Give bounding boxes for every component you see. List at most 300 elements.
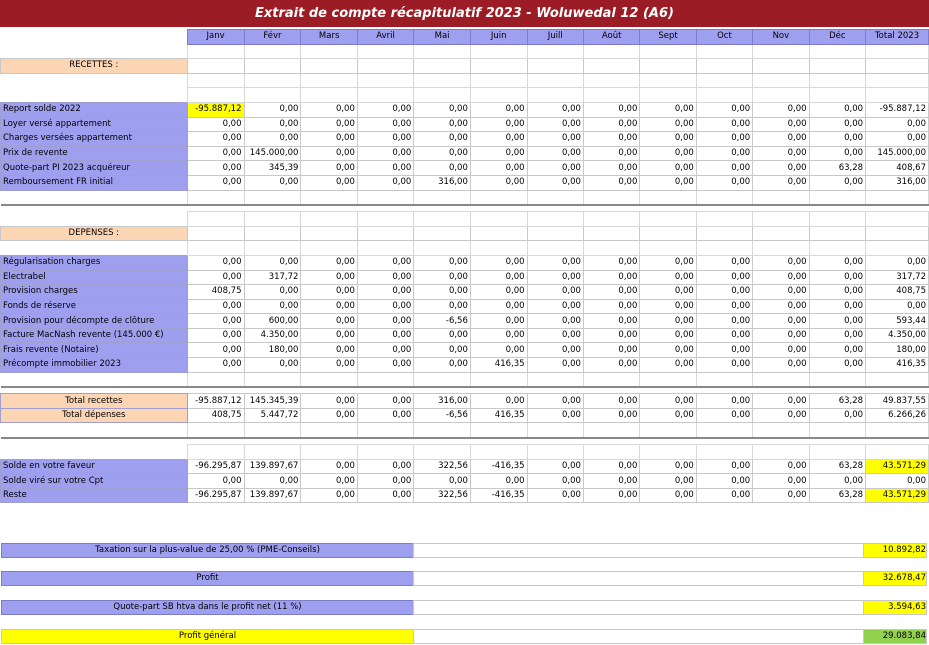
value-cell: 0,00 [527,314,583,329]
value-cell: 0,00 [696,102,752,117]
empty-cell [866,423,929,438]
sheet-title: Extrait de compte récapitulatif 2023 - Woluwedal 12 (A6) [0,0,929,27]
value-cell: 0,00 [414,328,471,343]
value-cell: -96.295,87 [187,488,244,503]
solde-row [1,474,929,489]
empty-cell [414,190,471,205]
value-cell: 0,00 [753,358,809,373]
value-cell: 0,00 [583,299,639,314]
value-cell: 0,00 [640,102,696,117]
value-cell: 0,00 [187,146,244,161]
empty-cell [414,44,471,59]
recettes-row [1,146,929,161]
empty-cell [753,44,809,59]
value-cell: 0,00 [301,285,357,300]
value-cell: 0,00 [244,285,301,300]
value-cell: 0,00 [753,117,809,132]
empty-row [1,88,929,103]
empty-cell [640,241,696,256]
recettes-row [1,175,929,190]
value-cell: 0,00 [470,328,527,343]
value-cell: 408,67 [866,161,929,176]
recettes-row [1,117,929,132]
value-cell: 0,00 [583,175,639,190]
value-cell: 593,44 [866,314,929,329]
value-cell: 345,39 [244,161,301,176]
value-cell: 0,00 [301,255,357,270]
empty-cell [470,88,527,103]
value-cell: 0,00 [696,358,752,373]
value-cell: 0,00 [357,408,413,423]
empty-cell [866,73,929,88]
value-cell: 0,00 [527,488,583,503]
empty-cell [640,88,696,103]
value-cell: 0,00 [414,161,471,176]
empty-cell [809,241,866,256]
value-cell: 0,00 [753,175,809,190]
empty-cell [809,73,866,88]
totals-row [1,408,929,423]
row-label: Report solde 2022 [1,102,188,117]
value-cell: 0,00 [301,146,357,161]
value-cell: 0,00 [357,146,413,161]
month-header: Sept [640,30,696,45]
value-cell: 0,00 [640,175,696,190]
empty-cell [357,212,413,227]
value-cell: 63,28 [809,459,866,474]
empty-cell [187,241,244,256]
value-cell: 0,00 [470,117,527,132]
value-cell: 317,72 [866,270,929,285]
value-cell: 0,00 [527,394,583,409]
empty-cell [357,372,413,387]
depenses-row [1,358,929,373]
empty-cell [301,445,357,460]
value-cell: 139.897,67 [244,459,301,474]
value-cell: 0,00 [809,146,866,161]
value-cell: 0,00 [414,117,471,132]
value-cell: 0,00 [414,285,471,300]
row-label: Régularisation charges [1,255,188,270]
value-cell: 0,00 [357,285,413,300]
value-cell: 0,00 [866,117,929,132]
value-cell: 317,72 [244,270,301,285]
value-cell: 0,00 [527,117,583,132]
empty-label-cell [1,73,188,88]
value-cell: 0,00 [753,146,809,161]
empty-cell [696,73,752,88]
depenses-row [1,314,929,329]
value-cell: 0,00 [414,146,471,161]
empty-cell [244,59,301,74]
value-cell: 0,00 [527,328,583,343]
value-cell: 0,00 [583,161,639,176]
value-cell: 0,00 [301,299,357,314]
depenses-row [1,270,929,285]
value-cell: 0,00 [187,299,244,314]
empty-cell [866,226,929,241]
empty-row [1,44,929,59]
value-cell: 0,00 [187,255,244,270]
value-cell: 0,00 [640,270,696,285]
value-cell: 0,00 [809,270,866,285]
row-label: Loyer versé appartement [1,117,188,132]
empty-cell [583,226,639,241]
empty-cell [696,445,752,460]
empty-cell [527,241,583,256]
empty-cell [866,372,929,387]
month-header: Total 2023 [866,30,929,45]
section-depenses [1,226,929,241]
empty-cell [187,44,244,59]
value-cell: 0,00 [357,255,413,270]
empty-row [1,372,929,387]
value-cell: 0,00 [583,358,639,373]
empty-cell [583,445,639,460]
empty-cell [696,190,752,205]
value-cell: 0,00 [583,459,639,474]
value-cell: 0,00 [301,408,357,423]
value-cell: 0,00 [640,343,696,358]
profit-value-empty [413,571,864,586]
value-cell: 0,00 [753,255,809,270]
value-cell: 0,00 [527,459,583,474]
empty-cell [470,372,527,387]
value-cell: 0,00 [357,299,413,314]
empty-cell [414,212,471,227]
empty-cell [753,241,809,256]
empty-cell [866,59,929,74]
empty-cell [187,226,244,241]
value-cell: 5.447,72 [244,408,301,423]
empty-cell [301,44,357,59]
row-label: Remboursement FR initial [1,175,188,190]
value-cell: -6,56 [414,314,471,329]
value-cell: 0,00 [866,474,929,489]
profit-value: 32.678,47 [863,571,927,586]
empty-cell [866,190,929,205]
value-cell: 0,00 [866,299,929,314]
section-title-depenses: DEPENSES : [1,226,188,241]
empty-row [1,73,929,88]
empty-cell [414,88,471,103]
empty-cell [414,423,471,438]
value-cell: 0,00 [753,299,809,314]
row-label: Total recettes [1,394,188,409]
value-cell: 0,00 [696,488,752,503]
value-cell: 0,00 [187,132,244,147]
empty-cell [244,372,301,387]
value-cell: 0,00 [244,474,301,489]
empty-cell [357,59,413,74]
empty-cell [753,190,809,205]
value-cell: 0,00 [753,328,809,343]
empty-cell [809,190,866,205]
empty-label-cell [1,212,188,227]
value-cell: 63,28 [809,394,866,409]
value-cell: 0,00 [244,255,301,270]
profit-general-value: 29.083,84 [863,629,927,644]
value-cell: 0,00 [640,328,696,343]
empty-label-cell [1,445,188,460]
empty-cell [414,445,471,460]
empty-cell [244,88,301,103]
value-cell: 0,00 [414,343,471,358]
value-cell: 0,00 [187,270,244,285]
empty-cell [357,73,413,88]
value-cell: 180,00 [244,343,301,358]
value-cell: 0,00 [640,488,696,503]
value-cell: 0,00 [640,299,696,314]
value-cell: 0,00 [753,102,809,117]
value-cell: 0,00 [696,146,752,161]
empty-cell [187,212,244,227]
value-cell: 0,00 [696,408,752,423]
value-cell: 0,00 [809,175,866,190]
row-label: Facture MacNash revente (145.000 €) [1,328,188,343]
empty-cell [301,423,357,438]
empty-cell [414,372,471,387]
empty-cell [470,226,527,241]
value-cell: 0,00 [640,459,696,474]
value-cell: 0,00 [470,285,527,300]
empty-cell [187,190,244,205]
value-cell: 316,00 [414,175,471,190]
empty-cell [527,44,583,59]
empty-cell [470,59,527,74]
value-cell: 0,00 [753,161,809,176]
value-cell: 0,00 [244,132,301,147]
empty-cell [696,44,752,59]
totals-row [1,394,929,409]
recettes-row [1,161,929,176]
empty-cell [583,423,639,438]
empty-cell [470,190,527,205]
empty-cell [809,226,866,241]
value-cell: 0,00 [583,132,639,147]
empty-cell [809,59,866,74]
empty-cell [527,59,583,74]
value-cell: 0,00 [187,474,244,489]
value-cell: 316,00 [414,394,471,409]
value-cell: 0,00 [527,408,583,423]
value-cell: 0,00 [696,343,752,358]
value-cell: 0,00 [357,488,413,503]
value-cell: 0,00 [640,394,696,409]
value-cell: 316,00 [866,175,929,190]
value-cell: 0,00 [583,474,639,489]
value-cell: 0,00 [187,175,244,190]
value-cell: -416,35 [470,459,527,474]
value-cell: 0,00 [583,328,639,343]
value-cell: 0,00 [527,132,583,147]
value-cell: 0,00 [357,474,413,489]
taxation-value: 10.892,82 [863,543,927,558]
month-header: Nov [753,30,809,45]
value-cell: 0,00 [753,459,809,474]
empty-cell [640,73,696,88]
value-cell: 0,00 [357,459,413,474]
value-cell: 0,00 [301,328,357,343]
empty-cell [640,190,696,205]
quotepart-value-empty [413,600,864,615]
taxation-value-empty [413,543,864,558]
value-cell: 0,00 [527,358,583,373]
value-cell: 4.350,00 [244,328,301,343]
value-cell: 0,00 [809,314,866,329]
value-cell: 0,00 [301,394,357,409]
value-cell: 0,00 [583,488,639,503]
value-cell: 0,00 [357,358,413,373]
value-cell: 0,00 [527,299,583,314]
empty-cell [357,88,413,103]
value-cell: -95.887,12 [187,394,244,409]
empty-cell [187,423,244,438]
value-cell: 0,00 [301,161,357,176]
recettes-row [1,132,929,147]
empty-cell [301,190,357,205]
value-cell: 0,00 [414,132,471,147]
empty-row [1,445,929,460]
value-cell: 0,00 [696,161,752,176]
empty-cell [414,73,471,88]
value-cell: 0,00 [244,175,301,190]
empty-cell [809,372,866,387]
empty-cell [696,241,752,256]
value-cell: -95.887,12 [866,102,929,117]
empty-row [1,190,929,205]
empty-cell [357,44,413,59]
empty-cell [244,241,301,256]
empty-cell [470,241,527,256]
quotepart-value: 3.594,63 [863,600,927,615]
row-label: Provision pour décompte de clôture [1,314,188,329]
empty-cell [301,212,357,227]
value-cell: 0,00 [809,474,866,489]
empty-cell [696,212,752,227]
value-cell: 0,00 [696,394,752,409]
value-cell: 322,56 [414,459,471,474]
value-cell: 0,00 [470,132,527,147]
value-cell: 0,00 [696,117,752,132]
empty-cell [696,423,752,438]
value-cell: 0,00 [809,132,866,147]
value-cell: 0,00 [753,285,809,300]
value-cell: 0,00 [357,343,413,358]
value-cell: 6.266,26 [866,408,929,423]
value-cell: 0,00 [696,132,752,147]
value-cell: 0,00 [753,394,809,409]
empty-label-cell [1,190,188,205]
depenses-row [1,255,929,270]
empty-cell [583,212,639,227]
empty-label-cell [1,423,188,438]
value-cell: 0,00 [527,343,583,358]
empty-cell [583,59,639,74]
value-cell: 0,00 [753,408,809,423]
month-header: Mai [414,30,471,45]
month-header: Juin [470,30,527,45]
empty-cell [753,73,809,88]
empty-cell [809,212,866,227]
profit-label: Profit [1,571,414,586]
empty-cell [640,423,696,438]
row-label: Total dépenses [1,408,188,423]
empty-cell [301,372,357,387]
value-cell: 63,28 [809,161,866,176]
value-cell: 0,00 [470,314,527,329]
empty-cell [357,226,413,241]
empty-cell [187,59,244,74]
empty-cell [187,445,244,460]
value-cell: 416,35 [470,358,527,373]
value-cell: 0,00 [640,146,696,161]
value-cell: 0,00 [301,474,357,489]
value-cell: 0,00 [583,255,639,270]
empty-cell [640,59,696,74]
value-cell: 416,35 [866,358,929,373]
value-cell: 408,75 [866,285,929,300]
value-cell: 0,00 [414,299,471,314]
value-cell: 0,00 [244,117,301,132]
value-cell: 0,00 [640,117,696,132]
value-cell: 0,00 [470,394,527,409]
empty-cell [527,372,583,387]
value-cell: 0,00 [753,270,809,285]
empty-cell [809,44,866,59]
value-cell: 0,00 [753,488,809,503]
value-cell: 0,00 [527,102,583,117]
value-cell: 0,00 [357,175,413,190]
value-cell: 0,00 [357,117,413,132]
value-cell: 0,00 [809,255,866,270]
empty-cell [753,423,809,438]
value-cell: 0,00 [583,314,639,329]
empty-cell [244,212,301,227]
value-cell: 145.345,39 [244,394,301,409]
empty-cell [301,88,357,103]
row-label: Frais revente (Notaire) [1,343,188,358]
value-cell: 0,00 [809,343,866,358]
value-cell: 0,00 [244,358,301,373]
row-label: Prix de revente [1,146,188,161]
value-cell: 0,00 [301,459,357,474]
empty-cell [527,423,583,438]
value-cell: -95.887,12 [187,102,244,117]
value-cell: 0,00 [187,343,244,358]
solde-row [1,459,929,474]
empty-cell [414,226,471,241]
empty-cell [244,226,301,241]
value-cell: 0,00 [640,285,696,300]
value-cell: 0,00 [301,270,357,285]
value-cell: 0,00 [301,488,357,503]
month-header: Avril [357,30,413,45]
value-cell: 0,00 [753,343,809,358]
solde-row [1,488,929,503]
value-cell: 0,00 [244,102,301,117]
value-cell: 0,00 [414,358,471,373]
value-cell: 49.837,55 [866,394,929,409]
section-title-recettes: RECETTES : [1,59,188,74]
value-cell: 0,00 [527,285,583,300]
value-cell: 0,00 [696,314,752,329]
value-cell: 0,00 [301,175,357,190]
row-label: Charges versées appartement [1,132,188,147]
empty-cell [527,73,583,88]
value-cell: 0,00 [414,255,471,270]
empty-cell [187,88,244,103]
